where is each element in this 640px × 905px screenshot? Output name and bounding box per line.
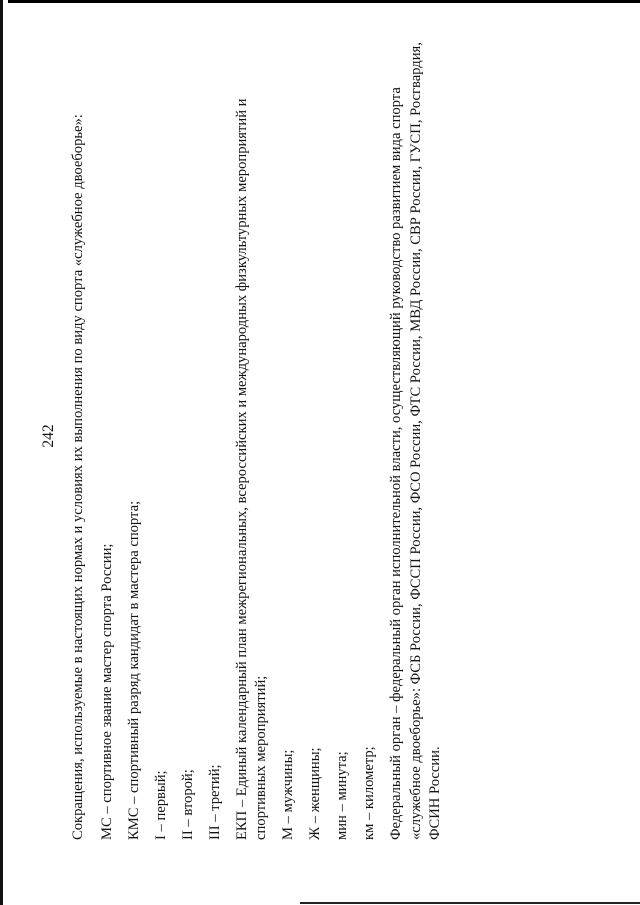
abbrev-minute: мин – минута; <box>334 751 350 840</box>
abbrev-ms: МС – спортивное звание мастер спорта России; <box>98 543 115 840</box>
abbrev-second: II – второй; <box>179 769 196 840</box>
abbrev-third: III – третий; <box>206 764 223 840</box>
document-body <box>69 32 446 840</box>
abbrev-first: I – первый; <box>152 770 169 840</box>
abbrev-women: Ж – женщины; <box>307 747 323 840</box>
page-number: 242 <box>40 424 57 448</box>
scan-edge-left <box>0 0 3 905</box>
abbrev-federal-body: Федеральный орган – федеральный орган исполнительной власти, осуществляющий руководство развитием вида спорта «служебное двоеборье»: ФСБ России, ФССП России, ФСО России, ФТС России, МВД России, СВР России, ГУСП, Росгвардия, ФСИН России. <box>388 42 443 840</box>
intro-paragraph: Сокращения, используемые в настоящих нормах и условиях их выполнения по виду спорта «служебное двоеборье»: <box>70 114 86 840</box>
abbrev-ekp: ЕКП – Единый календарный план межрегиональных, всероссийских и международных физкультурных мероприятий и спортивных мероприятий; <box>233 98 269 840</box>
rotated-document-page <box>28 32 468 840</box>
scan-edge-bottom <box>300 902 640 904</box>
abbrev-kilometer: км – километр; <box>361 746 377 840</box>
abbrev-kms: КМС – спортивный разряд кандидат в мастера спорта; <box>125 500 142 840</box>
scan-edge-top <box>8 0 640 3</box>
abbrev-men: М – мужчины; <box>280 749 296 840</box>
